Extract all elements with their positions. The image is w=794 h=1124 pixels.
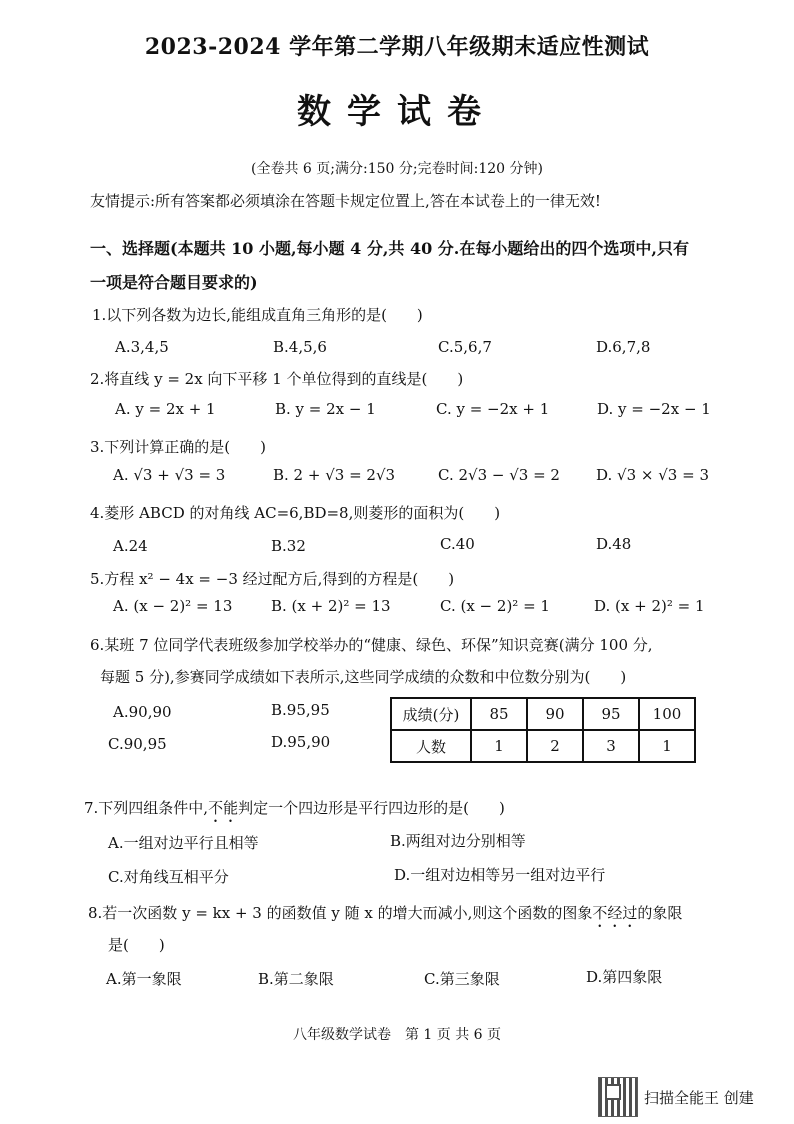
q4-option-b: B.32 <box>271 537 306 555</box>
q2-option-c: C. y = −2x + 1 <box>436 400 550 418</box>
q1-option-b: B.4,5,6 <box>273 338 327 356</box>
question-2: 2.将直线 y = 2x 向下平移 1 个单位得到的直线是( ) <box>90 370 464 388</box>
scanner-watermark <box>598 1077 754 1117</box>
q7-option-d: D.一组对边相等另一组对边平行 <box>394 866 606 884</box>
table-cell: 3 <box>583 730 639 762</box>
q8-option-c: C.第三象限 <box>424 970 500 988</box>
score-table <box>390 697 696 763</box>
table-cell: 85 <box>471 698 527 730</box>
page-footer: 八年级数学试卷 第 1 页 共 6 页 <box>292 1027 502 1043</box>
q5-option-c: C. (x − 2)² = 1 <box>440 597 550 615</box>
q8-option-b: B.第二象限 <box>258 970 334 988</box>
q1-option-c: C.5,6,7 <box>438 338 492 356</box>
q3-option-c: C. 2√3 − √3 = 2 <box>438 466 560 484</box>
table-cell: 1 <box>639 730 695 762</box>
exam-info: (全卷共 6 页;满分:150 分;完卷时间:120 分钟) <box>251 161 543 177</box>
q1-option-d: D.6,7,8 <box>596 338 651 356</box>
q7-stem-post: 判定一个四边形是平行四边形的是( ) <box>238 799 505 817</box>
q6-option-c: C.90,95 <box>108 735 167 753</box>
q8-stem-emphasis: 不经过 <box>592 904 638 922</box>
q6-option-d: D.95,90 <box>271 733 331 751</box>
q3-option-b: B. 2 + √3 = 2√3 <box>273 466 396 484</box>
question-6-line2: 每题 5 分),参赛同学成绩如下表所示,这些同学成绩的众数和中位数分别为( ) <box>100 668 627 686</box>
table-cell: 90 <box>527 698 583 730</box>
question-8-line1 <box>88 902 682 931</box>
question-4: 4.菱形 ABCD 的对角线 AC=6,BD=8,则菱形的面积为( ) <box>90 504 501 522</box>
table-cell: 100 <box>639 698 695 730</box>
q6-option-b: B.95,95 <box>271 701 330 719</box>
q2-option-b: B. y = 2x − 1 <box>275 400 376 418</box>
q2-option-d: D. y = −2x − 1 <box>597 400 711 418</box>
q7-stem-pre: 7.下列四组条件中, <box>84 799 209 817</box>
table-row <box>391 730 695 762</box>
q3-option-d: D. √3 × √3 = 3 <box>596 466 709 484</box>
q4-option-a: A.24 <box>113 537 148 555</box>
question-6-line1: 6.某班 7 位同学代表班级参加学校举办的“健康、绿色、环保”知识竞赛(满分 100 分, <box>90 636 653 654</box>
q8-option-a: A.第一象限 <box>106 970 182 988</box>
question-8-line2: 是( ) <box>108 936 165 954</box>
q6-option-a: A.90,90 <box>113 703 172 721</box>
question-7 <box>84 797 505 826</box>
q7-option-a: A.一组对边平行且相等 <box>108 834 259 852</box>
exam-title: 2023-2024 学年第二学期八年级期末适应性测试 <box>144 34 650 60</box>
q7-stem-emphasis: 不能 <box>208 799 239 817</box>
q4-option-c: C.40 <box>440 535 475 553</box>
table-header-score: 成绩(分) <box>391 698 471 730</box>
question-5: 5.方程 x² − 4x = −3 经过配方后,得到的方程是( ) <box>90 570 455 588</box>
q8-stem-pre: 8.若一次函数 y = kx + 3 的函数值 y 随 x 的增大而减小,则这个函数的图象 <box>88 904 593 922</box>
q5-option-b: B. (x + 2)² = 13 <box>271 597 391 615</box>
q8-option-d: D.第四象限 <box>586 968 663 986</box>
table-header-count: 人数 <box>391 730 471 762</box>
section-heading-line2: 一项是符合题目要求的) <box>90 273 258 292</box>
q4-option-d: D.48 <box>596 535 632 553</box>
q7-option-c: C.对角线互相平分 <box>108 868 229 886</box>
table-cell: 95 <box>583 698 639 730</box>
q5-option-a: A. (x − 2)² = 13 <box>113 597 233 615</box>
q7-option-b: B.两组对边分别相等 <box>390 832 526 850</box>
qr-code-icon <box>598 1077 638 1117</box>
question-1: 1.以下列各数为边长,能组成直角三角形的是( ) <box>92 306 423 324</box>
q2-option-a: A. y = 2x + 1 <box>115 400 216 418</box>
question-3: 3.下列计算正确的是( ) <box>90 438 267 456</box>
exam-subject: 数学试卷 <box>297 92 497 132</box>
q1-option-a: A.3,4,5 <box>115 338 169 356</box>
q5-option-d: D. (x + 2)² = 1 <box>594 597 705 615</box>
exam-tip: 友情提示:所有答案都必须填涂在答题卡规定位置上,答在本试卷上的一律无效! <box>90 192 601 210</box>
table-cell: 2 <box>527 730 583 762</box>
q8-stem-post: 的象限 <box>637 904 683 922</box>
scanner-label: 扫描全能王 创建 <box>644 1088 754 1107</box>
table-cell: 1 <box>471 730 527 762</box>
section-heading-line1: 一、选择题(本题共 10 小题,每小题 4 分,共 40 分.在每小题给出的四个选项中,只有 <box>90 239 689 258</box>
q3-option-a: A. √3 + √3 = 3 <box>113 466 226 484</box>
table-row <box>391 698 695 730</box>
